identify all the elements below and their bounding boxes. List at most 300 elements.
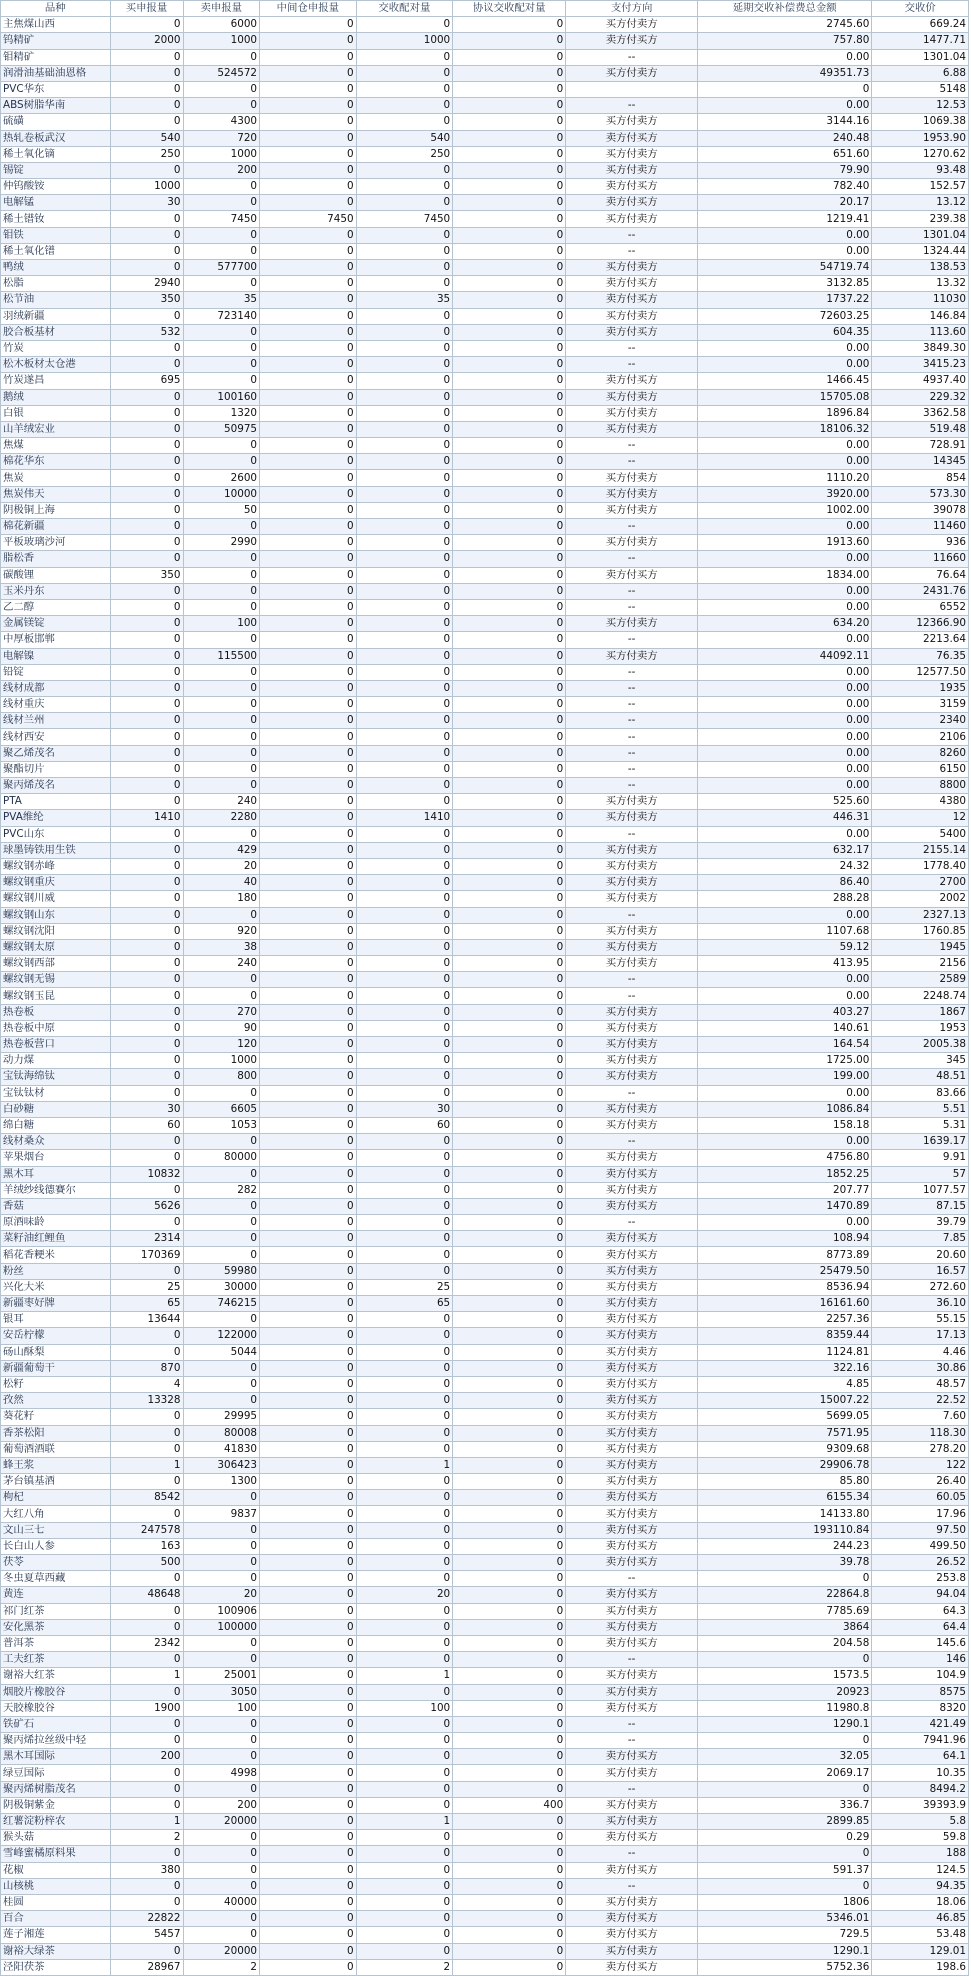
cell-settlement-price: 13.12: [872, 195, 969, 211]
cell-payment-direction: 买方付卖方: [566, 17, 698, 33]
cell-intermediate-declared: 0: [260, 1182, 357, 1198]
cell-agreement-matched: 0: [453, 1393, 566, 1409]
cell-payment-direction: 卖方付买方: [566, 567, 698, 583]
cell-sell-declared: 2280: [183, 810, 260, 826]
header-compensation-total: 延期交收补偿费总金额: [698, 1, 872, 17]
cell-payment-direction: --: [566, 1652, 698, 1668]
cell-payment-direction: 买方付卖方: [566, 1069, 698, 1085]
cell-settlement-price: 345: [872, 1053, 969, 1069]
cell-buy-declared: 30: [110, 195, 183, 211]
cell-sell-declared: 0: [183, 1215, 260, 1231]
cell-intermediate-declared: 0: [260, 1085, 357, 1101]
cell-agreement-matched: 0: [453, 421, 566, 437]
cell-agreement-matched: 0: [453, 1328, 566, 1344]
cell-matched: 0: [356, 276, 453, 292]
cell-buy-declared: 350: [110, 292, 183, 308]
cell-matched: 1000: [356, 33, 453, 49]
cell-variety: 中厚板邯郸: [1, 632, 111, 648]
cell-agreement-matched: 0: [453, 17, 566, 33]
cell-compensation-total: 0.00: [698, 340, 872, 356]
cell-compensation-total: 336.7: [698, 1797, 872, 1813]
cell-matched: 0: [356, 632, 453, 648]
cell-settlement-price: 1867: [872, 1004, 969, 1020]
cell-sell-declared: 0: [183, 98, 260, 114]
cell-payment-direction: --: [566, 98, 698, 114]
cell-buy-declared: 0: [110, 1603, 183, 1619]
table-row: [1, 405, 969, 421]
cell-variety: 安岳柠檬: [1, 1328, 111, 1344]
cell-payment-direction: 买方付卖方: [566, 1603, 698, 1619]
cell-agreement-matched: 0: [453, 1166, 566, 1182]
cell-intermediate-declared: 0: [260, 729, 357, 745]
cell-payment-direction: 买方付卖方: [566, 616, 698, 632]
cell-variety: 粉丝: [1, 1263, 111, 1279]
cell-sell-declared: 80008: [183, 1425, 260, 1441]
table-row: [1, 1053, 969, 1069]
cell-matched: 0: [356, 1619, 453, 1635]
cell-payment-direction: --: [566, 1878, 698, 1894]
cell-compensation-total: 32.05: [698, 1749, 872, 1765]
cell-variety: 螺纹钢太原: [1, 939, 111, 955]
cell-matched: 0: [356, 1085, 453, 1101]
cell-matched: 0: [356, 486, 453, 502]
cell-payment-direction: --: [566, 357, 698, 373]
cell-buy-declared: 10832: [110, 1166, 183, 1182]
table-row: [1, 745, 969, 761]
cell-buy-declared: 0: [110, 713, 183, 729]
cell-buy-declared: 4: [110, 1376, 183, 1392]
cell-intermediate-declared: 0: [260, 1215, 357, 1231]
table-row: [1, 664, 969, 680]
cell-intermediate-declared: 0: [260, 939, 357, 955]
cell-compensation-total: 0: [698, 1781, 872, 1797]
cell-intermediate-declared: 0: [260, 1781, 357, 1797]
cell-settlement-price: 7941.96: [872, 1733, 969, 1749]
cell-compensation-total: 20.17: [698, 195, 872, 211]
cell-intermediate-declared: 0: [260, 65, 357, 81]
cell-agreement-matched: 0: [453, 195, 566, 211]
table-row: [1, 179, 969, 195]
cell-payment-direction: 买方付卖方: [566, 470, 698, 486]
table-row: [1, 1198, 969, 1214]
cell-compensation-total: 59.12: [698, 939, 872, 955]
cell-variety: 线材成都: [1, 680, 111, 696]
header-settlement-price: 交收价: [872, 1, 969, 17]
cell-matched: 0: [356, 648, 453, 664]
table-row: [1, 324, 969, 340]
cell-compensation-total: 0.00: [698, 583, 872, 599]
table-row: [1, 1684, 969, 1700]
cell-payment-direction: 卖方付买方: [566, 1247, 698, 1263]
cell-buy-declared: 0: [110, 923, 183, 939]
table-row: [1, 923, 969, 939]
table-row: [1, 486, 969, 502]
cell-payment-direction: 买方付卖方: [566, 1004, 698, 1020]
cell-payment-direction: --: [566, 1846, 698, 1862]
cell-matched: 0: [356, 1166, 453, 1182]
cell-settlement-price: 12577.50: [872, 664, 969, 680]
cell-payment-direction: 卖方付买方: [566, 1312, 698, 1328]
cell-sell-declared: 800: [183, 1069, 260, 1085]
cell-settlement-price: 6150: [872, 761, 969, 777]
cell-variety: 新疆葡萄干: [1, 1360, 111, 1376]
cell-variety: 普洱茶: [1, 1635, 111, 1651]
cell-payment-direction: 买方付卖方: [566, 1943, 698, 1959]
cell-intermediate-declared: 0: [260, 17, 357, 33]
table-row: [1, 438, 969, 454]
cell-sell-declared: 0: [183, 697, 260, 713]
cell-compensation-total: 39.78: [698, 1555, 872, 1571]
cell-agreement-matched: 0: [453, 1441, 566, 1457]
cell-intermediate-declared: 0: [260, 1522, 357, 1538]
cell-settlement-price: 22.52: [872, 1393, 969, 1409]
cell-matched: 0: [356, 907, 453, 923]
cell-variety: 黑木耳: [1, 1166, 111, 1182]
cell-buy-declared: 0: [110, 664, 183, 680]
cell-sell-declared: 0: [183, 1166, 260, 1182]
table-row: [1, 680, 969, 696]
cell-compensation-total: 11980.8: [698, 1700, 872, 1716]
cell-variety: 香菇: [1, 1198, 111, 1214]
table-row: [1, 162, 969, 178]
cell-sell-declared: 0: [183, 438, 260, 454]
cell-payment-direction: 买方付卖方: [566, 1117, 698, 1133]
cell-agreement-matched: 0: [453, 1215, 566, 1231]
cell-settlement-price: 1324.44: [872, 243, 969, 259]
table-row: [1, 713, 969, 729]
cell-matched: 0: [356, 1911, 453, 1927]
cell-buy-declared: 0: [110, 778, 183, 794]
cell-settlement-price: 12366.90: [872, 616, 969, 632]
cell-compensation-total: 0.00: [698, 243, 872, 259]
cell-variety: 聚乙烯茂名: [1, 745, 111, 761]
cell-compensation-total: 7571.95: [698, 1425, 872, 1441]
table-row: [1, 1134, 969, 1150]
cell-settlement-price: 3849.30: [872, 340, 969, 356]
cell-compensation-total: 1806: [698, 1894, 872, 1910]
cell-agreement-matched: 0: [453, 1846, 566, 1862]
cell-settlement-price: 2156: [872, 956, 969, 972]
cell-intermediate-declared: 0: [260, 1652, 357, 1668]
cell-intermediate-declared: 0: [260, 1846, 357, 1862]
cell-matched: 0: [356, 49, 453, 65]
cell-buy-declared: 2: [110, 1830, 183, 1846]
cell-sell-declared: 0: [183, 713, 260, 729]
cell-matched: 1: [356, 1814, 453, 1830]
cell-payment-direction: 卖方付买方: [566, 1376, 698, 1392]
cell-payment-direction: --: [566, 1571, 698, 1587]
cell-buy-declared: 1: [110, 1668, 183, 1684]
cell-payment-direction: 卖方付买方: [566, 1538, 698, 1554]
cell-settlement-price: 129.01: [872, 1943, 969, 1959]
cell-settlement-price: 2213.64: [872, 632, 969, 648]
table-row: [1, 65, 969, 81]
table-row: [1, 972, 969, 988]
cell-sell-declared: 0: [183, 1830, 260, 1846]
cell-payment-direction: 买方付卖方: [566, 1279, 698, 1295]
cell-variety: 聚丙烯拉丝级中轻: [1, 1733, 111, 1749]
cell-variety: 猴头菇: [1, 1830, 111, 1846]
cell-intermediate-declared: 7450: [260, 211, 357, 227]
cell-buy-declared: 0: [110, 680, 183, 696]
cell-agreement-matched: 0: [453, 324, 566, 340]
cell-matched: 0: [356, 1263, 453, 1279]
cell-buy-declared: 2342: [110, 1635, 183, 1651]
cell-agreement-matched: 0: [453, 389, 566, 405]
cell-payment-direction: 卖方付买方: [566, 33, 698, 49]
cell-agreement-matched: 0: [453, 1522, 566, 1538]
cell-sell-declared: 0: [183, 1393, 260, 1409]
table-row: [1, 1927, 969, 1943]
cell-sell-declared: 35: [183, 292, 260, 308]
cell-sell-declared: 115500: [183, 648, 260, 664]
cell-compensation-total: 634.20: [698, 616, 872, 632]
cell-compensation-total: 1124.81: [698, 1344, 872, 1360]
cell-variety: 稀土镨钕: [1, 211, 111, 227]
cell-agreement-matched: 0: [453, 1053, 566, 1069]
cell-compensation-total: 25479.50: [698, 1263, 872, 1279]
cell-intermediate-declared: 0: [260, 1619, 357, 1635]
cell-intermediate-declared: 0: [260, 1894, 357, 1910]
cell-matched: 0: [356, 988, 453, 1004]
cell-buy-declared: 0: [110, 405, 183, 421]
cell-buy-declared: 0: [110, 697, 183, 713]
table-row: [1, 551, 969, 567]
cell-intermediate-declared: 0: [260, 988, 357, 1004]
cell-payment-direction: --: [566, 1215, 698, 1231]
cell-variety: 谢裕大绿茶: [1, 1943, 111, 1959]
cell-payment-direction: 买方付卖方: [566, 1457, 698, 1473]
cell-sell-declared: 0: [183, 1231, 260, 1247]
cell-agreement-matched: 0: [453, 794, 566, 810]
cell-agreement-matched: 0: [453, 729, 566, 745]
cell-intermediate-declared: 0: [260, 1555, 357, 1571]
cell-buy-declared: 170369: [110, 1247, 183, 1263]
cell-compensation-total: 0.00: [698, 988, 872, 1004]
cell-agreement-matched: 0: [453, 972, 566, 988]
cell-buy-declared: 0: [110, 1409, 183, 1425]
cell-matched: 0: [356, 179, 453, 195]
table-row: [1, 49, 969, 65]
cell-buy-declared: 0: [110, 842, 183, 858]
table-row: [1, 1344, 969, 1360]
table-row: [1, 1263, 969, 1279]
cell-compensation-total: 729.5: [698, 1927, 872, 1943]
cell-buy-declared: 0: [110, 243, 183, 259]
cell-compensation-total: 9309.68: [698, 1441, 872, 1457]
cell-variety: 松脂: [1, 276, 111, 292]
cell-sell-declared: 270: [183, 1004, 260, 1020]
cell-settlement-price: 5400: [872, 826, 969, 842]
cell-sell-declared: 0: [183, 680, 260, 696]
cell-agreement-matched: 0: [453, 599, 566, 615]
table-row: [1, 340, 969, 356]
cell-variety: 阴极铜上海: [1, 502, 111, 518]
cell-matched: 0: [356, 502, 453, 518]
cell-compensation-total: 3864: [698, 1619, 872, 1635]
table-row: [1, 1733, 969, 1749]
cell-agreement-matched: 0: [453, 1700, 566, 1716]
cell-settlement-price: 573.30: [872, 486, 969, 502]
cell-agreement-matched: 0: [453, 1506, 566, 1522]
table-row: [1, 1150, 969, 1166]
cell-sell-declared: 7450: [183, 211, 260, 227]
cell-settlement-price: 4380: [872, 794, 969, 810]
cell-buy-declared: 0: [110, 1069, 183, 1085]
table-row: [1, 1328, 969, 1344]
table-row: [1, 1166, 969, 1182]
table-row: [1, 1943, 969, 1959]
cell-sell-declared: 0: [183, 1490, 260, 1506]
cell-compensation-total: 632.17: [698, 842, 872, 858]
cell-intermediate-declared: 0: [260, 1765, 357, 1781]
cell-payment-direction: --: [566, 1733, 698, 1749]
cell-settlement-price: 60.05: [872, 1490, 969, 1506]
cell-variety: 安化黑茶: [1, 1619, 111, 1635]
cell-buy-declared: 0: [110, 1328, 183, 1344]
cell-settlement-price: 2002: [872, 891, 969, 907]
cell-agreement-matched: 0: [453, 81, 566, 97]
cell-variety: 聚酯切片: [1, 761, 111, 777]
cell-sell-declared: 1000: [183, 146, 260, 162]
cell-settlement-price: 118.30: [872, 1425, 969, 1441]
cell-payment-direction: --: [566, 519, 698, 535]
cell-intermediate-declared: 0: [260, 632, 357, 648]
cell-variety: 莲子湘莲: [1, 1927, 111, 1943]
cell-agreement-matched: 0: [453, 519, 566, 535]
cell-intermediate-declared: 0: [260, 1457, 357, 1473]
cell-agreement-matched: 0: [453, 211, 566, 227]
cell-payment-direction: 卖方付买方: [566, 1862, 698, 1878]
cell-settlement-price: 12: [872, 810, 969, 826]
table-row: [1, 1555, 969, 1571]
cell-intermediate-declared: 0: [260, 195, 357, 211]
table-row: [1, 1862, 969, 1878]
cell-agreement-matched: 0: [453, 956, 566, 972]
table-row: [1, 1894, 969, 1910]
table-row: [1, 1878, 969, 1894]
cell-sell-declared: 0: [183, 179, 260, 195]
cell-buy-declared: 0: [110, 1474, 183, 1490]
cell-sell-declared: 0: [183, 1716, 260, 1732]
table-row: [1, 1296, 969, 1312]
header-agreement-matched: 协议交收配对量: [453, 1, 566, 17]
table-row: [1, 98, 969, 114]
cell-sell-declared: 524572: [183, 65, 260, 81]
table-row: [1, 292, 969, 308]
cell-matched: 0: [356, 972, 453, 988]
cell-sell-declared: 0: [183, 1555, 260, 1571]
cell-buy-declared: 0: [110, 1263, 183, 1279]
cell-sell-declared: 0: [183, 551, 260, 567]
cell-settlement-price: 17.96: [872, 1506, 969, 1522]
cell-payment-direction: 买方付卖方: [566, 891, 698, 907]
table-row: [1, 454, 969, 470]
cell-variety: 白银: [1, 405, 111, 421]
cell-intermediate-declared: 0: [260, 1360, 357, 1376]
cell-payment-direction: --: [566, 664, 698, 680]
cell-payment-direction: 卖方付买方: [566, 1749, 698, 1765]
cell-buy-declared: 30: [110, 1101, 183, 1117]
cell-buy-declared: 5626: [110, 1198, 183, 1214]
cell-settlement-price: 499.50: [872, 1538, 969, 1554]
cell-compensation-total: 14133.80: [698, 1506, 872, 1522]
cell-compensation-total: 1896.84: [698, 405, 872, 421]
cell-matched: 0: [356, 1053, 453, 1069]
cell-intermediate-declared: 0: [260, 551, 357, 567]
table-body: [1, 17, 969, 1976]
cell-intermediate-declared: 0: [260, 1328, 357, 1344]
cell-payment-direction: 买方付卖方: [566, 65, 698, 81]
table-row: [1, 1457, 969, 1473]
table-row: [1, 373, 969, 389]
cell-matched: 0: [356, 357, 453, 373]
cell-compensation-total: 22864.8: [698, 1587, 872, 1603]
cell-agreement-matched: 0: [453, 842, 566, 858]
table-row: [1, 17, 969, 33]
cell-sell-declared: 20000: [183, 1814, 260, 1830]
cell-sell-declared: 40000: [183, 1894, 260, 1910]
cell-sell-declared: 0: [183, 1085, 260, 1101]
cell-intermediate-declared: 0: [260, 1231, 357, 1247]
cell-payment-direction: 买方付卖方: [566, 842, 698, 858]
cell-intermediate-declared: 0: [260, 1814, 357, 1830]
cell-payment-direction: --: [566, 599, 698, 615]
table-row: [1, 389, 969, 405]
cell-matched: 0: [356, 421, 453, 437]
cell-payment-direction: --: [566, 745, 698, 761]
cell-settlement-price: 3159: [872, 697, 969, 713]
table-row: [1, 227, 969, 243]
cell-agreement-matched: 0: [453, 243, 566, 259]
cell-settlement-price: 39078: [872, 502, 969, 518]
cell-compensation-total: 0.00: [698, 697, 872, 713]
cell-variety: 球墨铸铁用生铁: [1, 842, 111, 858]
cell-sell-declared: 0: [183, 1571, 260, 1587]
cell-intermediate-declared: 0: [260, 1943, 357, 1959]
cell-matched: 0: [356, 1555, 453, 1571]
cell-variety: 动力煤: [1, 1053, 111, 1069]
cell-variety: 宝钛海绵钛: [1, 1069, 111, 1085]
cell-sell-declared: 0: [183, 1635, 260, 1651]
cell-compensation-total: 240.48: [698, 130, 872, 146]
cell-sell-declared: 720: [183, 130, 260, 146]
cell-agreement-matched: 0: [453, 616, 566, 632]
table-row: [1, 956, 969, 972]
cell-variety: ABS树脂华南: [1, 98, 111, 114]
cell-compensation-total: 1107.68: [698, 923, 872, 939]
cell-settlement-price: 6.88: [872, 65, 969, 81]
table-row: [1, 1425, 969, 1441]
cell-sell-declared: 0: [183, 1538, 260, 1554]
cell-compensation-total: 207.77: [698, 1182, 872, 1198]
cell-sell-declared: 25001: [183, 1668, 260, 1684]
cell-intermediate-declared: 0: [260, 486, 357, 502]
table-row: [1, 1360, 969, 1376]
cell-payment-direction: 买方付卖方: [566, 1506, 698, 1522]
cell-agreement-matched: 0: [453, 1668, 566, 1684]
cell-compensation-total: 651.60: [698, 146, 872, 162]
table-row: [1, 1215, 969, 1231]
cell-matched: 0: [356, 1020, 453, 1036]
cell-settlement-price: 1270.62: [872, 146, 969, 162]
cell-matched: 0: [356, 923, 453, 939]
cell-agreement-matched: 0: [453, 1635, 566, 1651]
cell-compensation-total: 1852.25: [698, 1166, 872, 1182]
cell-variety: 热卷板: [1, 1004, 111, 1020]
cell-agreement-matched: 0: [453, 1231, 566, 1247]
cell-sell-declared: 41830: [183, 1441, 260, 1457]
